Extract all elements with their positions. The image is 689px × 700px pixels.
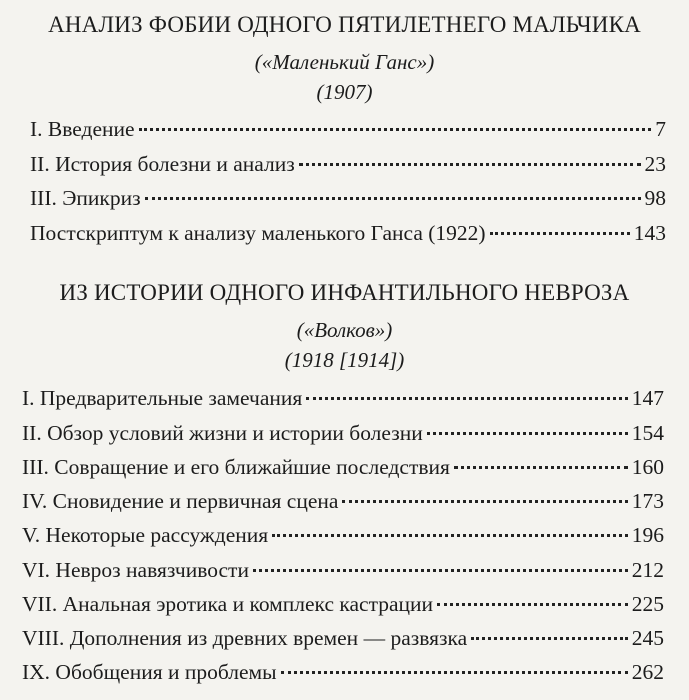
dot-leader [272,534,628,537]
toc-entry[interactable] [22,386,664,416]
toc-entry-page: 7 [655,117,666,141]
dot-leader [490,232,630,235]
toc-entry-label: VI. Невроз навязчивости [22,558,249,582]
toc-entry-label: II. История болезни и анализ [30,152,295,176]
toc-entry-label: I. Предварительные замечания [22,386,303,410]
toc-entry-page: 262 [631,660,664,684]
toc-entry-page: 147 [631,386,664,410]
dot-leader [342,500,627,503]
toc-entry[interactable] [22,489,664,519]
section-title: ИЗ ИСТОРИИ ОДНОГО ИНФАНТИЛЬНОГО НЕВРОЗА [59,280,630,305]
toc-entry-label: III. Эпикриз [30,186,141,210]
dot-leader [281,671,628,674]
toc-entry-label: III. Совращение и его ближайшие последствия [22,455,450,479]
section-subtitle: («Маленький Ганс») [254,50,435,74]
toc-entry-label: Постскриптум к анализу маленького Ганса (1922) [30,221,486,245]
toc-entry-label: II. Обзор условий жизни и истории болезни [22,421,423,445]
dot-leader [253,569,628,572]
section-year: (1907) [316,80,373,104]
section-title: АНАЛИЗ ФОБИИ ОДНОГО ПЯТИЛЕТНЕГО МАЛЬЧИКА [48,12,641,37]
toc-entry[interactable] [22,626,664,656]
toc-entry-label: V. Некоторые рассуждения [22,523,269,547]
toc-entry-page: 23 [644,152,666,176]
toc-entry-page: 173 [631,489,664,513]
toc-entry-label: IV. Сновидение и первичная сцена [22,489,339,513]
toc-entry[interactable] [30,221,666,251]
toc-entry-page: 212 [631,558,664,582]
dot-leader [299,163,641,166]
toc-entry-label: VIII. Дополнения из древних времен — развязка [22,626,468,650]
toc-entry[interactable] [22,455,664,485]
toc-entry-page: 196 [631,523,664,547]
toc-entry-page: 143 [633,221,666,245]
dot-leader [454,466,628,469]
toc-entry[interactable] [22,523,664,553]
toc-entry-label: VII. Анальная эротика и комплекс кастрации [22,592,434,616]
toc-entry[interactable] [30,186,666,216]
section-year: (1918 [1914]) [284,348,405,372]
toc-entry-label: IX. Обобщения и проблемы [22,660,277,684]
section-subtitle: («Волков») [296,318,393,342]
toc-entry[interactable] [22,592,664,622]
dot-leader [145,197,641,200]
toc-entry[interactable] [30,152,666,182]
toc-entry[interactable] [22,660,664,690]
toc-entry[interactable] [22,558,664,588]
toc-entry-page: 154 [631,421,664,445]
dot-leader [427,432,628,435]
toc-entry-page: 160 [631,455,664,479]
dot-leader [471,637,628,640]
toc-entry[interactable] [30,117,666,147]
dot-leader [139,128,652,131]
toc-entry-page: 225 [631,592,664,616]
toc-entry-label: I. Введение [30,117,135,141]
toc-entry-page: 245 [631,626,664,650]
toc-entry-page: 98 [644,186,666,210]
dot-leader [437,603,628,606]
toc-entry[interactable] [22,421,664,451]
dot-leader [306,397,627,400]
